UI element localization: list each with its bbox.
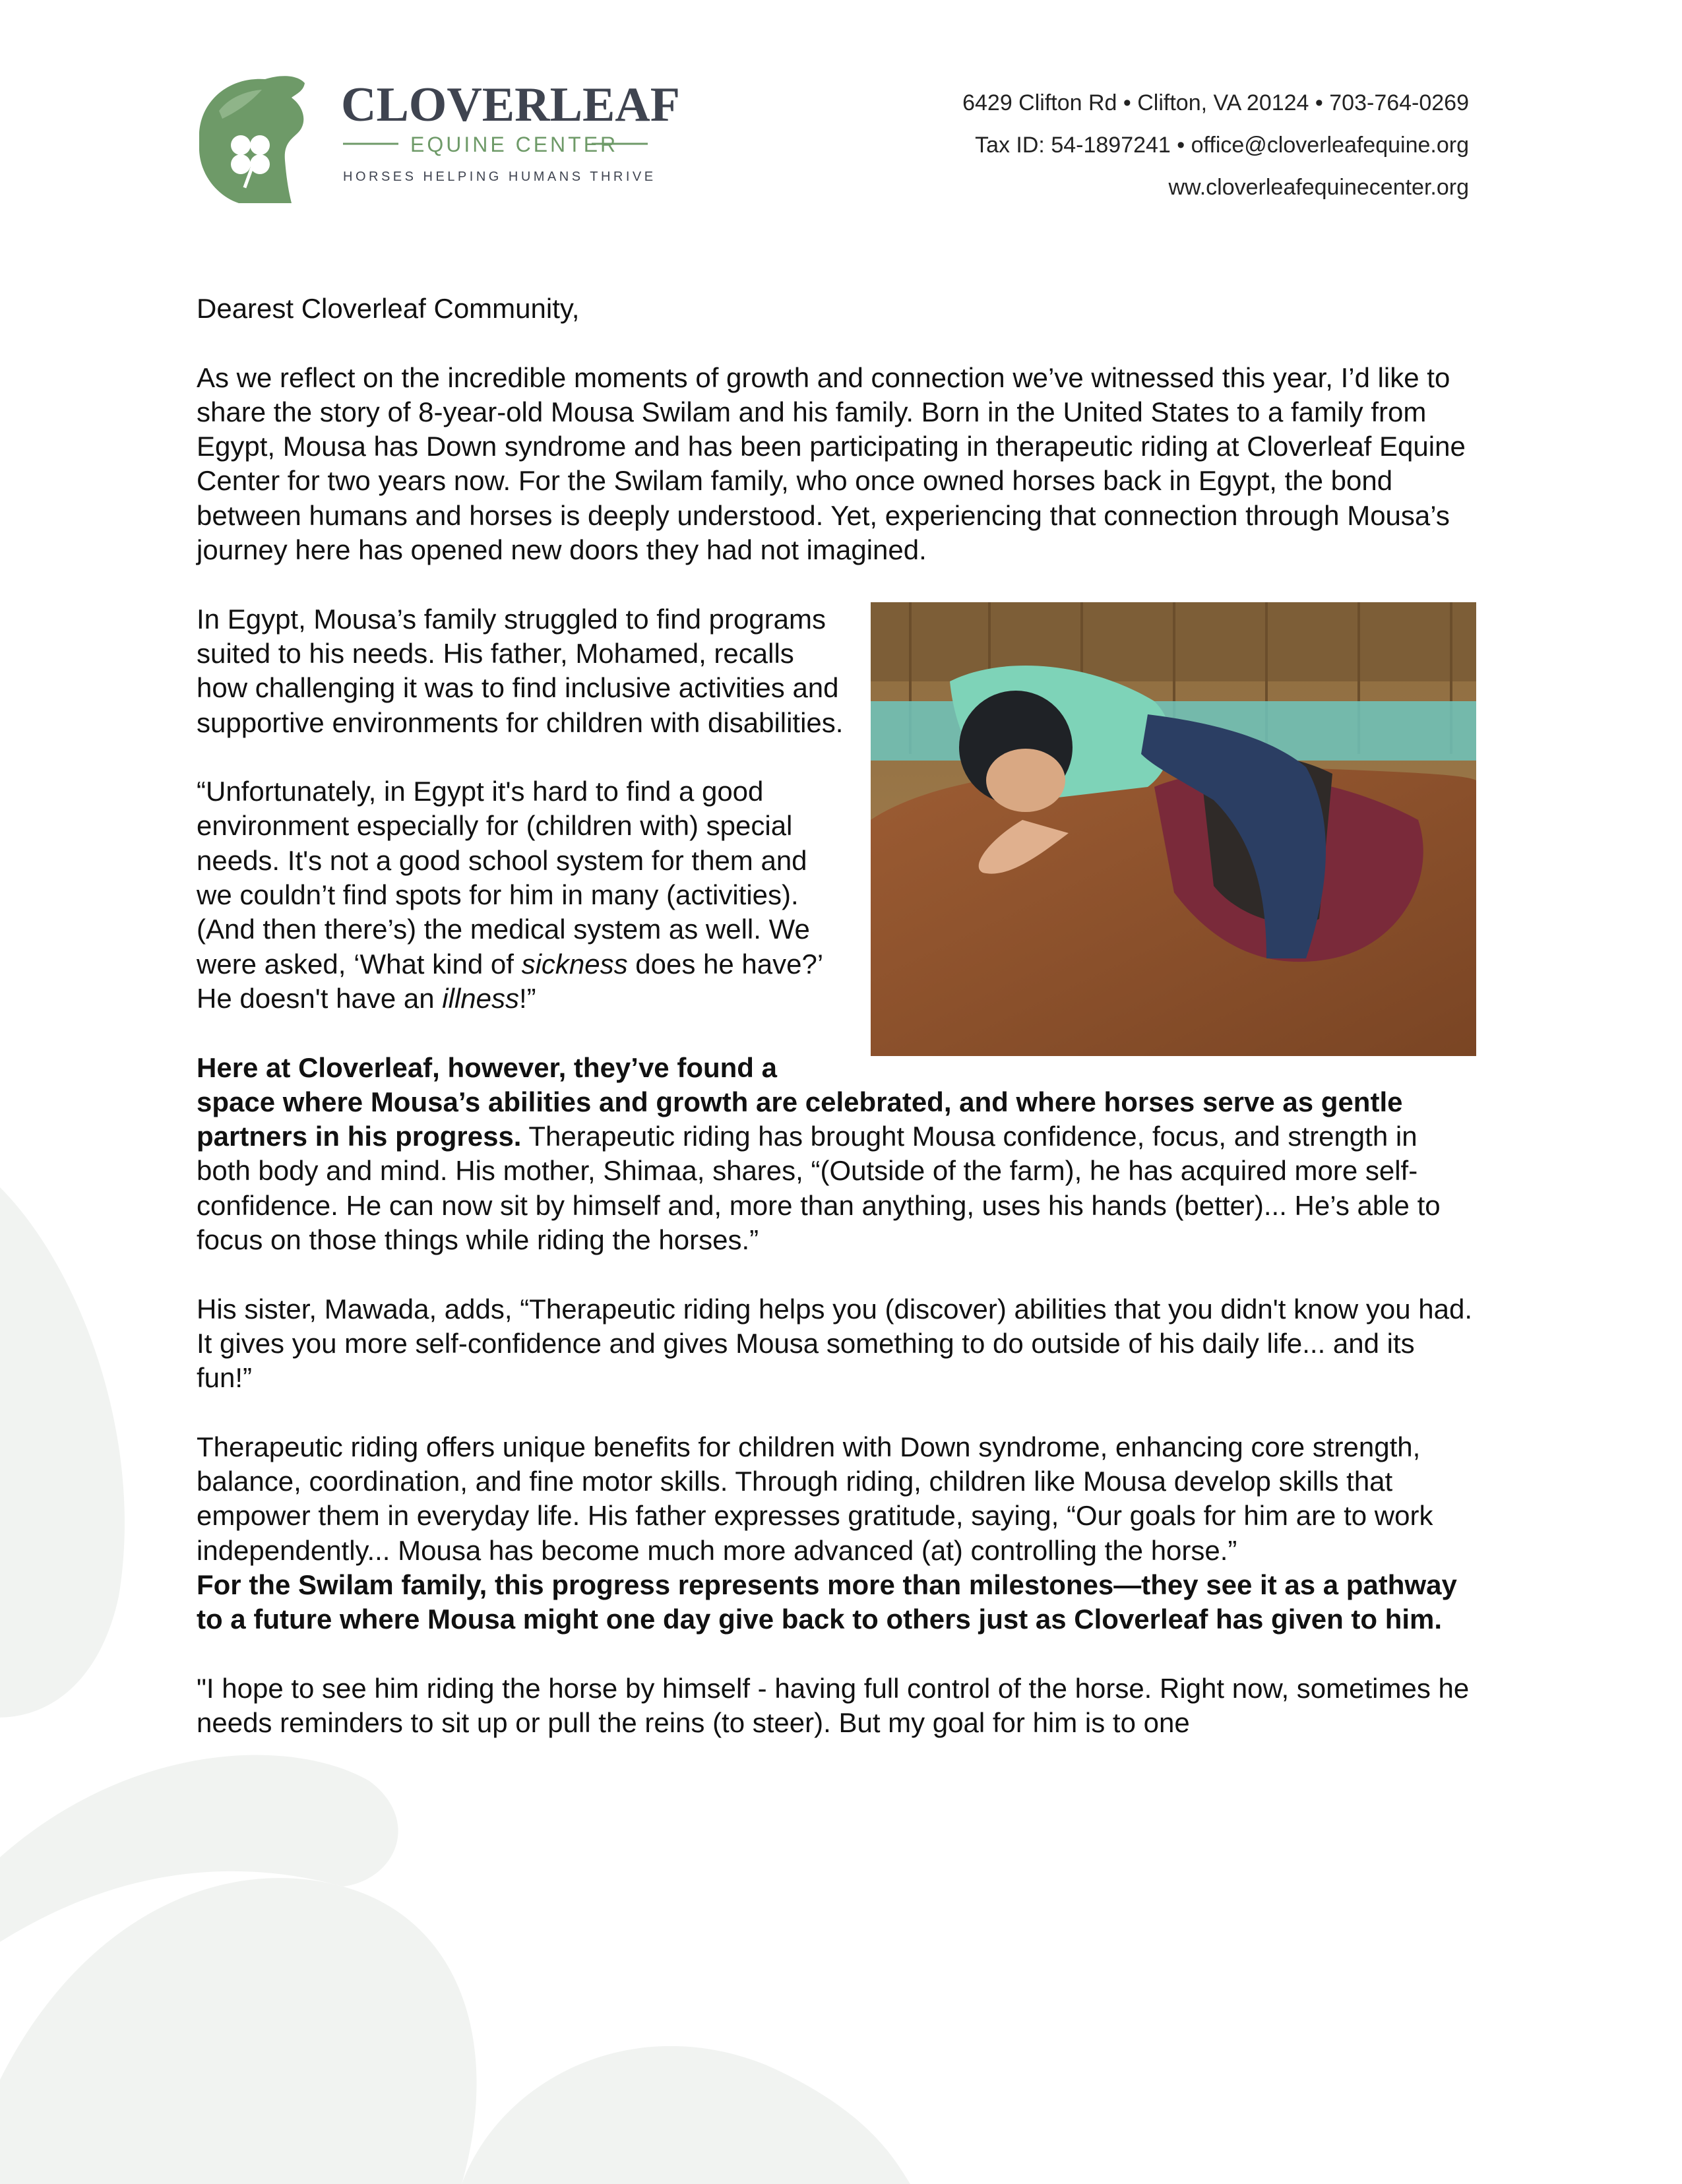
paragraph-cloverleaf: Here at Cloverleaf, however, they’ve found a space where Mousa’s abilities and growth are celebrated, and where horses serve as gentle partners in his progress. Therapeutic riding has brought Mousa confidence, focus, and strength in both body and mind. His mother, Shimaa, shares, “(Outside of the farm), he has acquired more self-confidence. He can now sit by himself and, more than anything, uses his hands (better)... He’s able to focus on those things while riding the horses.” [197,1051,1441,1256]
paragraph-family-progress: For the Swilam family, this progress represents more than milestones—they see it as a pathway to a future where Mousa might one day give back to others just as Cloverleaf has given to him. [197,1569,1457,1635]
letter-body [197,292,1476,1775]
paragraph-egypt: In Egypt, Mousa’s family struggled to find programs suited to his needs. His father, Mohamed, recalls how challenging it was to find inclusive activities and supportive environments for children with disabilities. [197,603,844,738]
logo-sub: EQUINE CENTER [410,133,619,156]
contact-address: 6429 Clifton Rd • Clifton, VA 20124 • 703-764-0269 [962,90,1469,115]
paragraph-hope-quote: "I hope to see him riding the horse by himself - having full control of the horse. Right now, sometimes he needs reminders to sit up or pull the reins (to steer). But my goal for him is to one [197,1672,1470,1739]
paragraph-benefits: Therapeutic riding offers unique benefits for children with Down syndrome, enhancing core strength, balance, coordination, and fine motor skills. Through riding, children like Mousa develop skills that empower them in everyday life. His father expresses gratitude, saying, “Our goals for him are to work independently... Mousa has become much more advanced (at) controlling the horse.” [197,1431,1433,1566]
salutation: Dearest Cloverleaf Community, [197,293,580,324]
logo-name: CLOVERLEAF [341,78,680,132]
contact-website[interactable]: ww.cloverleafequinecenter.org [1168,175,1469,200]
paragraph-sister-quote: His sister, Mawada, adds, “Therapeutic riding helps you (discover) abilities that you didn't know you had. It gives you more self-confidence and gives Mousa something to do outside of his daily life... and its fun!” [197,1293,1472,1394]
contact-block [962,82,1469,208]
contact-tax-email[interactable]: Tax ID: 54-1897241 • office@cloverleafequine.org [975,133,1469,158]
rider-photo [871,602,1476,1056]
paragraph-father-quote: “Unfortunately, in Egypt it's hard to find a good environment especially for (children with) special needs. It's not a good school system for them and we couldn’t find spots for him in many (activities). (And then there’s) the medical system as well. We were asked, ‘What kind of sickness does he have?’ He doesn't have an illness!” [197,776,823,1014]
paragraph-intro: As we reflect on the incredible moments of growth and connection we’ve witnessed this year, I’d like to share the story of 8-year-old Mousa Swilam and his family. Born in the United States to a family from Egypt, Mousa has Down syndrome and has been participating in therapeutic riding at Cloverleaf Equine Center for two years now. For the Swilam family, who once owned horses back in Egypt, the bond between humans and horses is deeply understood. Yet, experiencing that connection through Mousa’s journey here has opened new doors they had not imagined. [197,361,1466,566]
cloverleaf-logo [193,71,707,203]
logo-tagline: HORSES HELPING HUMANS THRIVE [343,170,656,184]
